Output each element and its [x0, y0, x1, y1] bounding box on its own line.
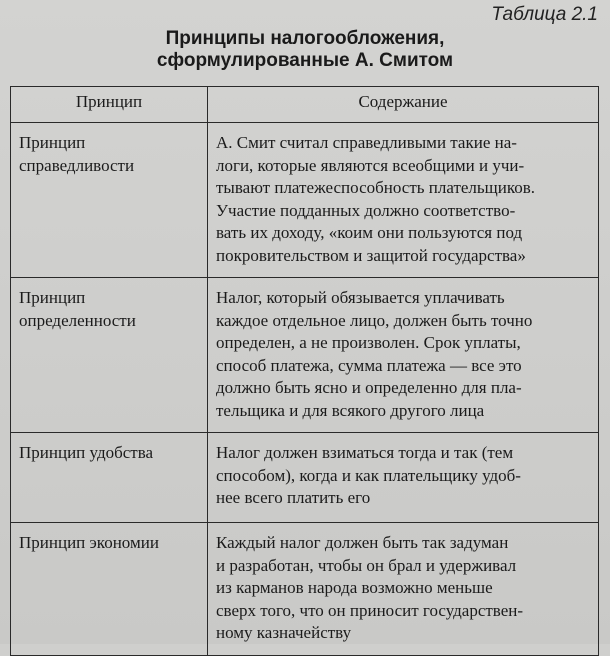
content-cell — [208, 433, 599, 523]
column-header-content: Содержание — [208, 87, 599, 123]
content-line: определен, а не произволен. Срок уплаты, — [216, 333, 521, 352]
principle-cell — [11, 123, 208, 278]
principle-line: Принцип — [19, 288, 86, 307]
content-line: А. Смит считал справедливыми такие на- — [216, 133, 517, 152]
content-line: тывают платежеспособность плательщиков. — [216, 178, 536, 197]
principles-table — [10, 86, 599, 656]
content-cell — [208, 123, 599, 278]
content-line: Налог, который обязывается уплачивать — [216, 288, 505, 307]
principle-cell — [11, 278, 208, 433]
content-line: способ платежа, сумма платежа — все это — [216, 355, 522, 375]
title-line: Принципы налогообложения, — [165, 28, 445, 49]
content-line: из карманов народа возможно меньше — [216, 578, 493, 597]
content-line: каждое отдельное лицо, должен быть точно — [216, 310, 533, 330]
content-line: вать их доходу, «коим они пользуются под — [216, 223, 523, 242]
table-row — [11, 278, 599, 433]
column-header-principle: Принцип — [11, 87, 208, 123]
table-row — [11, 433, 599, 523]
content-line: и разработан, чтобы он брал и удерживал — [216, 555, 517, 575]
content-line: логи, которые являются всеобщими и учи- — [216, 155, 525, 175]
principle-line: Принцип удобства — [19, 443, 154, 462]
principle-cell — [11, 523, 208, 656]
principle-line: справедливости — [19, 155, 135, 175]
table-row — [11, 123, 599, 278]
principle-line: Принцип — [19, 133, 86, 152]
content-line: должно быть ясно и определенно для пла- — [216, 378, 522, 397]
content-cell — [208, 523, 599, 656]
content-cell — [208, 278, 599, 433]
header-row — [11, 87, 599, 123]
principle-cell — [11, 433, 208, 523]
table-number: Таблица 2.1 — [491, 4, 598, 25]
content-line: Каждый налог должен быть так задуман — [216, 533, 509, 552]
principle-line: определенности — [19, 310, 136, 330]
content-line: покровительством и защитой государства» — [216, 245, 526, 265]
content-line: тельщика и для всякого другого лица — [216, 400, 485, 420]
principle-line: Принцип экономии — [19, 533, 159, 552]
title-line: сформулированные А. Смитом — [156, 50, 454, 71]
content-line: ному казначейству — [216, 623, 352, 642]
content-line: Налог должен взиматься тогда и так (тем — [216, 443, 514, 462]
content-line: Участие подданных должно соответство- — [216, 200, 516, 220]
table-title — [0, 28, 610, 72]
content-line: способом), когда и как плательщику удоб- — [216, 465, 521, 485]
content-line: сверх того, что он приносит государствен- — [216, 600, 524, 620]
table-row — [11, 523, 599, 656]
content-line: нее всего платить его — [216, 488, 371, 507]
